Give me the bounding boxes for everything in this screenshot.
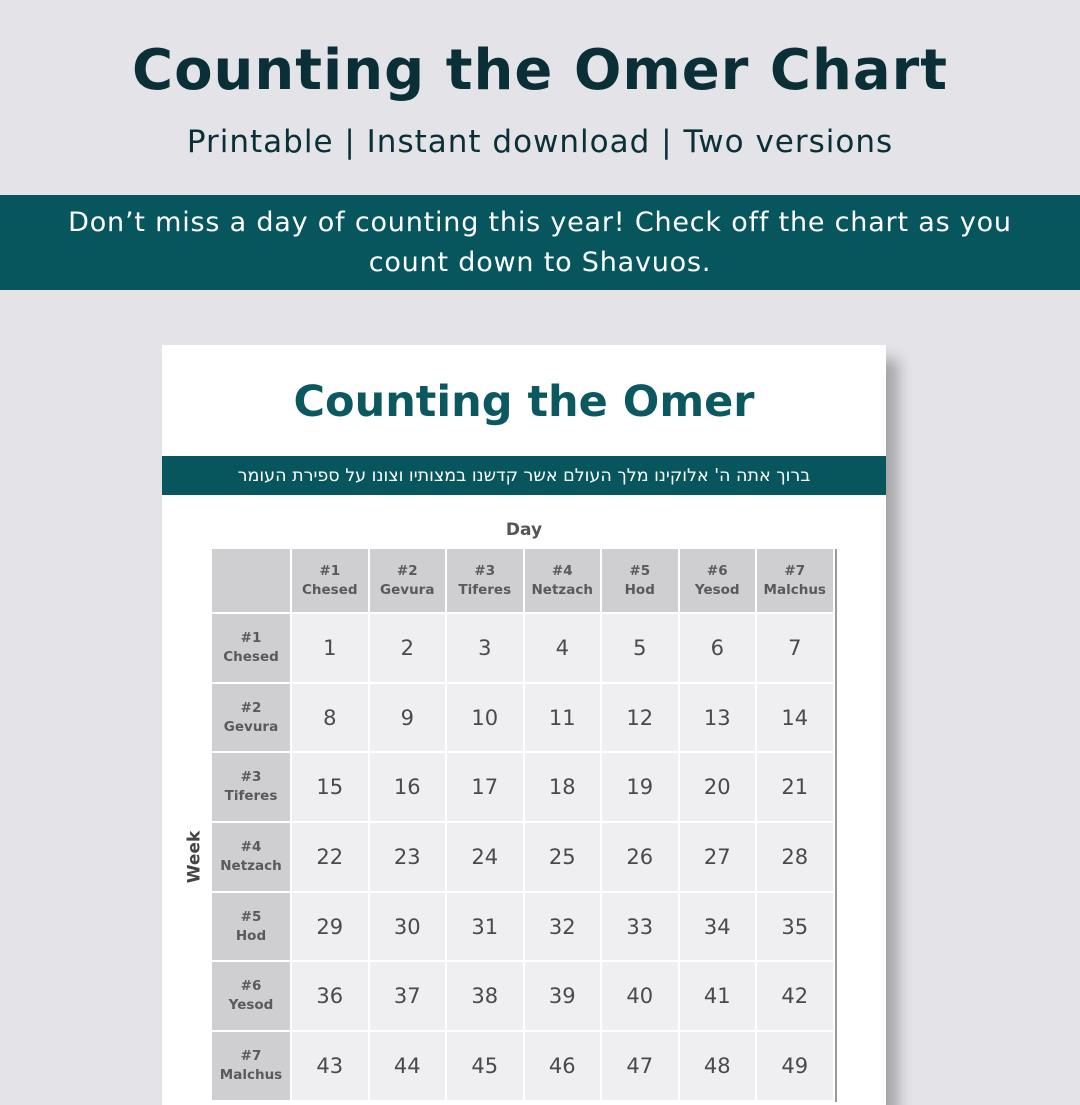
day-cell[interactable]: 46 — [525, 1032, 603, 1102]
week-header — [212, 753, 292, 823]
grid-corner — [212, 549, 292, 614]
day-cell[interactable]: 37 — [370, 962, 448, 1032]
day-cell[interactable]: 26 — [602, 823, 680, 893]
week-header-number: #6 — [240, 978, 262, 995]
week-header-name: Hod — [235, 927, 267, 944]
omer-grid — [212, 549, 837, 1102]
chart-sheet — [162, 345, 886, 1105]
day-cell[interactable]: 33 — [602, 893, 680, 963]
blessing-text: ברוך אתה ה' אלוקינו מלך העולם אשר קדשנו במצותיו וצונו על ספירת העומר — [237, 465, 811, 486]
promo-banner-text: Don’t miss a day of counting this year! Check off the chart as you count down to Shavuos. — [68, 206, 1012, 278]
week-header — [212, 614, 292, 684]
day-cell[interactable]: 48 — [680, 1032, 758, 1102]
week-header — [212, 893, 292, 963]
day-header — [370, 549, 448, 614]
day-cell[interactable]: 39 — [525, 962, 603, 1032]
week-header-number: #1 — [240, 629, 262, 646]
day-cell[interactable]: 7 — [757, 614, 835, 684]
week-axis-label-text: Week — [184, 830, 205, 884]
blessing-bar — [162, 456, 886, 495]
week-header-number: #5 — [240, 908, 262, 925]
day-cell[interactable]: 1 — [292, 614, 370, 684]
day-cell[interactable]: 28 — [757, 823, 835, 893]
day-header-number: #2 — [396, 562, 418, 579]
day-cell[interactable]: 41 — [680, 962, 758, 1032]
page-subtitle: Printable | Instant download | Two versions — [186, 124, 894, 160]
day-cell[interactable]: 20 — [680, 753, 758, 823]
week-header-name: Netzach — [220, 857, 282, 874]
day-cell[interactable]: 14 — [757, 684, 835, 754]
day-axis-label: Day — [505, 520, 543, 540]
day-cell[interactable]: 18 — [525, 753, 603, 823]
week-header-number: #4 — [240, 838, 262, 855]
week-header — [212, 684, 292, 754]
day-cell[interactable]: 44 — [370, 1032, 448, 1102]
day-header-number: #3 — [474, 562, 496, 579]
day-cell[interactable]: 24 — [447, 823, 525, 893]
day-cell[interactable]: 40 — [602, 962, 680, 1032]
day-header-number: #1 — [319, 562, 341, 579]
day-cell[interactable]: 45 — [447, 1032, 525, 1102]
day-cell[interactable]: 21 — [757, 753, 835, 823]
day-cell[interactable]: 5 — [602, 614, 680, 684]
day-header-name: Yesod — [694, 581, 740, 598]
day-header-number: #4 — [551, 562, 573, 579]
day-cell[interactable]: 31 — [447, 893, 525, 963]
day-cell[interactable]: 8 — [292, 684, 370, 754]
day-cell[interactable]: 13 — [680, 684, 758, 754]
day-cell[interactable]: 38 — [447, 962, 525, 1032]
day-header — [602, 549, 680, 614]
day-cell[interactable]: 43 — [292, 1032, 370, 1102]
day-cell[interactable]: 3 — [447, 614, 525, 684]
day-cell[interactable]: 16 — [370, 753, 448, 823]
day-header-name: Tiferes — [458, 581, 512, 598]
week-axis-label — [179, 827, 209, 887]
day-cell[interactable]: 4 — [525, 614, 603, 684]
day-cell[interactable]: 11 — [525, 684, 603, 754]
day-header — [292, 549, 370, 614]
day-header-number: #5 — [629, 562, 651, 579]
day-cell[interactable]: 49 — [757, 1032, 835, 1102]
promo-banner — [0, 195, 1080, 290]
day-cell[interactable]: 25 — [525, 823, 603, 893]
day-header — [447, 549, 525, 614]
day-cell[interactable]: 29 — [292, 893, 370, 963]
day-cell[interactable]: 35 — [757, 893, 835, 963]
day-header-name: Chesed — [301, 581, 358, 598]
day-header-name: Netzach — [531, 581, 593, 598]
day-cell[interactable]: 23 — [370, 823, 448, 893]
day-cell[interactable]: 42 — [757, 962, 835, 1032]
day-header-name: Hod — [624, 581, 655, 598]
week-header-number: #2 — [240, 699, 262, 716]
day-cell[interactable]: 9 — [370, 684, 448, 754]
page-title: Counting the Omer Chart — [131, 38, 949, 103]
day-cell[interactable]: 30 — [370, 893, 448, 963]
day-cell[interactable]: 22 — [292, 823, 370, 893]
day-header — [757, 549, 835, 614]
day-header-number: #7 — [784, 562, 806, 579]
week-header — [212, 823, 292, 893]
day-cell[interactable]: 17 — [447, 753, 525, 823]
day-cell[interactable]: 12 — [602, 684, 680, 754]
day-header-name: Gevura — [380, 581, 435, 598]
week-header — [212, 1032, 292, 1102]
day-header-number: #6 — [706, 562, 728, 579]
week-header-name: Gevura — [223, 718, 279, 735]
day-header — [525, 549, 603, 614]
week-header-name: Tiferes — [224, 788, 278, 805]
day-cell[interactable]: 47 — [602, 1032, 680, 1102]
week-header-name: Yesod — [228, 997, 274, 1014]
week-header-name: Malchus — [219, 1066, 283, 1083]
day-cell[interactable]: 19 — [602, 753, 680, 823]
day-cell[interactable]: 6 — [680, 614, 758, 684]
day-cell[interactable]: 15 — [292, 753, 370, 823]
week-header-name: Chesed — [223, 648, 279, 665]
day-cell[interactable]: 27 — [680, 823, 758, 893]
day-header-name: Malchus — [763, 581, 826, 598]
week-header-number: #7 — [240, 1047, 262, 1064]
sheet-title: Counting the Omer — [293, 377, 755, 427]
week-header-number: #3 — [240, 769, 262, 786]
day-cell[interactable]: 32 — [525, 893, 603, 963]
week-header — [212, 962, 292, 1032]
day-cell[interactable]: 34 — [680, 893, 758, 963]
day-cell[interactable]: 36 — [292, 962, 370, 1032]
day-header — [680, 549, 758, 614]
day-cell[interactable]: 10 — [447, 684, 525, 754]
day-cell[interactable]: 2 — [370, 614, 448, 684]
